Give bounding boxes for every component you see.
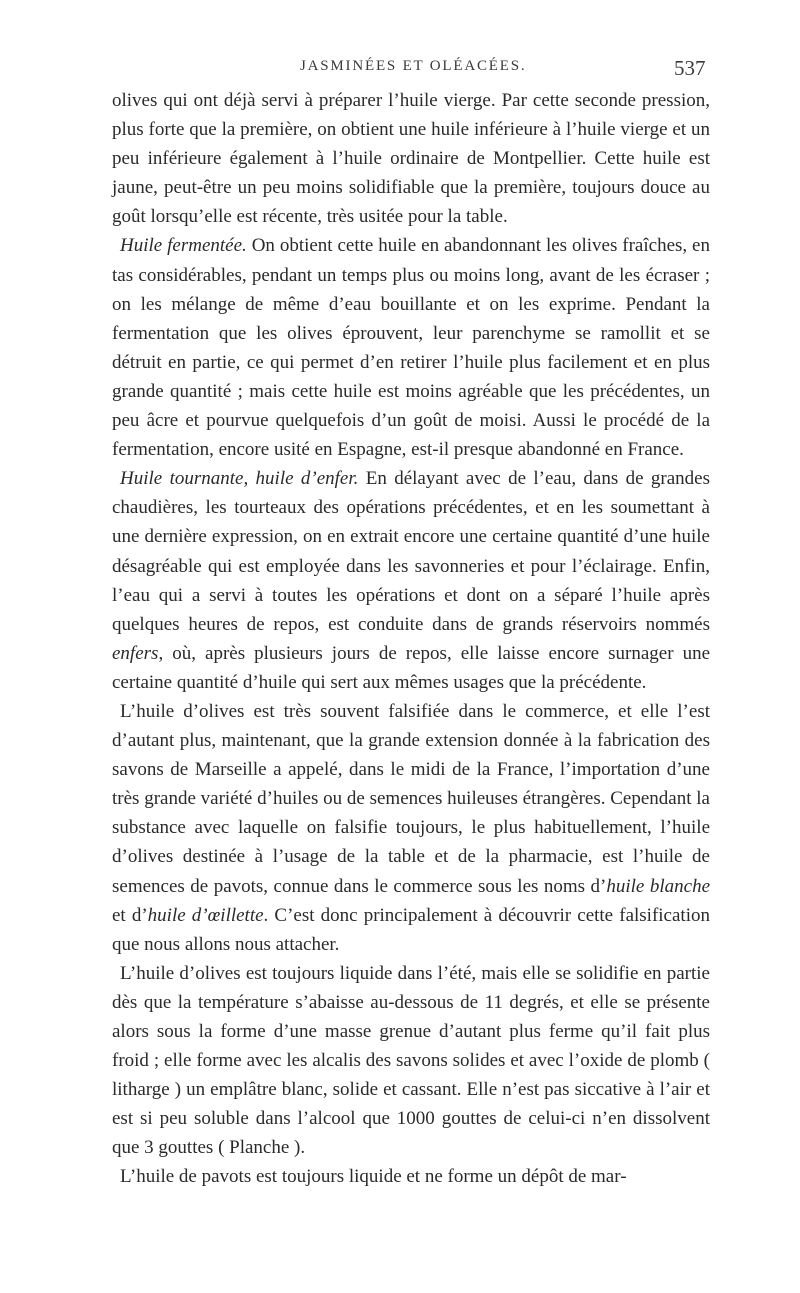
paragraph-continued [112,86,710,231]
text-segment: olives qui ont déjà servi à préparer l’huile vierge. Par cette seconde pression, plus forte que la première, on obtient une huile inférieure à l’huile vierge et un peu inférieure également à l’huile ordinaire de Montpellier. Cette huile est jaune, peut-être un peu moins solidifiable que la première, toujours douce au goût lorsqu’elle est récente, très usitée pour la table. [112,90,710,228]
text-segment: et d’ [112,904,148,926]
italic-term: huile d’œillette [147,904,264,926]
text-segment: L’huile d’olives est toujours liquide dans l’été, mais elle se solidifie en partie dès que la température s’abaisse au-dessous de 11 degrés, et elle se présente alors sous la forme d’une masse grenue d’autant plus ferme qu’il fait plus froid ; elle forme avec les alcalis des savons solides et avec l’oxide de plomb ( litharge ) un emplâtre blanc, solide et cassant. Elle n’est pas siccative à l’air et est si peu soluble dans l’alcool que 1000 gouttes de celui-ci n’en dissolvent que 3 gouttes ( Planche ). [112,962,710,1159]
running-head: JASMINÉES ET OLÉACÉES. [300,58,527,74]
text-segment: . C’est donc principalement à découvrir cette falsification que nous allons nous attacher. [112,904,710,955]
body-text [112,86,710,1192]
text-segment: En délayant avec de l’eau, dans de grandes chaudières, les tourteaux des opérations précédentes, et en les soumettant à une dernière expression, on en extrait encore une certaine quantité d’une huile désagréable qui est employée dans les savonneries et pour l’éclairage. Enfin, l’eau qui a servi à toutes les opérations et dont on a séparé l’huile après quelques heures de repos, est conduite dans de grands réservoirs nommés [112,468,710,635]
section-heading-italic: Huile tournante, huile d’enfer. [120,468,359,490]
text-segment: , où, après plusieurs jours de repos, elle laisse encore surnager une certaine quantité d’huile qui sert aux mêmes usages que la précédente. [112,642,710,693]
text-segment: L’huile d’olives est très souvent falsifiée dans le commerce, et elle l’est d’autant plus, maintenant, que la grande extension donnée à la fabrication des savons de Marseille a appelé, dans le midi de la France, l’importation d’une très grande variété d’huiles ou de semences huileuses étrangères. Cependant la substance avec laquelle on falsifie toujours, le plus habituellement, l’huile d’olives destinée à l’usage de la table et de la pharmacie, est l’huile de semences de pavots, connue dans le commerce sous les noms d’ [112,700,710,897]
paragraph-huile-fermentee [112,231,710,464]
paragraph-huile-pavots [112,1162,710,1191]
text-segment: On obtient cette huile en abandonnant les olives fraîches, en tas considérables, pendant un temps plus ou moins long, avant de les écraser ; on les mélange de même d’eau bouillante et on les exprime. Pendant la fermentation que les olives éprouvent, leur parenchyme se ramollit et se détruit en partie, ce qui permet d’en retirer l’huile plus facilement et en plus grande quantité ; mais cette huile est moins agréable que les précédentes, un peu âcre et pourvue quelquefois d’un goût de moisi. Aussi le procédé de la fermentation, encore usité en Espagne, est-il presque abandonné en France. [112,235,710,461]
paragraph-falsification [112,697,710,959]
paragraph-huile-olives-proprietes [112,959,710,1163]
paragraph-huile-tournante [112,464,710,697]
text-segment: L’huile de pavots est toujours liquide et ne forme un dépôt de mar- [120,1166,627,1188]
italic-term: enfers [112,642,159,664]
section-heading-italic: Huile fermentée. [120,235,247,257]
page-header [0,58,800,84]
italic-term: huile blanche [606,875,710,897]
page-number: 537 [674,56,706,80]
